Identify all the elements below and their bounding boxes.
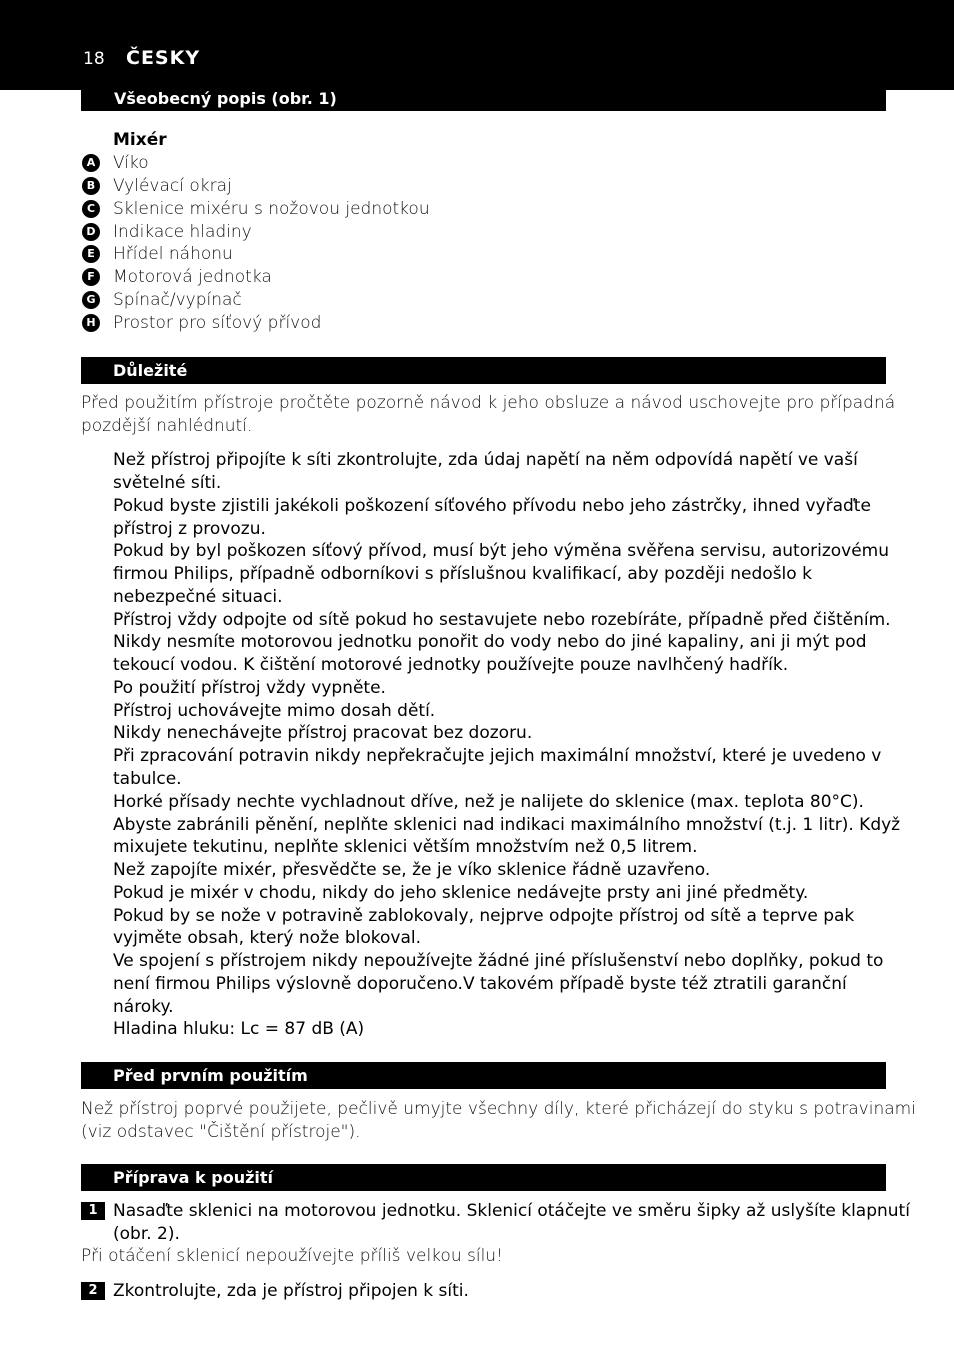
part-letter-d: D <box>82 223 100 241</box>
part-label: Spínač/vypínač <box>113 290 242 310</box>
warning-line: Abyste zabránili pěnění, neplňte sklenici nad indikaci maximálního množství (t.j. 1 litr). Když <box>113 815 901 835</box>
parts-title: Mixér <box>113 130 167 150</box>
warning-line: Horké přísady nechte vychladnout dříve, než je nalijete do sklenice (max. teplota 80°C). <box>113 792 864 812</box>
warning-line: vyjměte obsah, který nože blokoval. <box>113 928 421 948</box>
warning-line: Pokud je mixér v chodu, nikdy do jeho sklenice nedávejte prsty ani jiné předměty. <box>113 883 809 903</box>
before-first-use-line: Než přístroj poprvé použijete, pečlivě umyjte všechny díly, které přicházejí do styku s potravinami <box>81 1099 916 1119</box>
part-letter-g: G <box>82 291 100 309</box>
warning-line: Pokud by se nože v potravině zablokovaly, nejprve odpojte přístroj od sítě a teprve pak <box>113 906 855 926</box>
page-number: 18 <box>83 49 105 69</box>
part-label: Sklenice mixéru s nožovou jednotkou <box>113 199 430 219</box>
step-1-line: (obr. 2). <box>113 1224 180 1244</box>
warning-line: Při zpracování potravin nikdy nepřekračujte jejich maximální množství, které je uvedeno v <box>113 746 882 766</box>
section-heading-general: Všeobecný popis (obr. 1) <box>81 84 886 111</box>
warning-line: Přístroj uchovávejte mimo dosah dětí. <box>113 701 436 721</box>
section-heading-before-first-use: Před prvním použitím <box>81 1062 886 1089</box>
section-heading-preparation: Příprava k použití <box>81 1164 886 1191</box>
warning-line: Než přístroj připojíte k síti zkontrolujte, zda údaj napětí na něm odpovídá napětí ve vaší <box>113 450 858 470</box>
warning-line: Nikdy nesmíte motorovou jednotku ponořit do vody nebo do jiné kapaliny, ani ji mýt pod <box>113 632 867 652</box>
before-first-use-line: (viz odstavec "Čištění přístroje"). <box>81 1122 361 1142</box>
warning-line: Pokud byste zjistili jakékoli poškození síťového přívodu nebo jeho zástrčky, ihned vyřaďte <box>113 496 871 516</box>
part-label: Hřídel náhonu <box>113 244 233 264</box>
warning-line: tabulce. <box>113 769 182 789</box>
important-intro-line: pozdější nahlédnutí. <box>81 416 253 436</box>
page-header-bar <box>0 0 954 90</box>
step-1-line: Nasaďte sklenici na motorovou jednotku. Sklenicí otáčejte ve směru šipky až uslyšíte klapnutí <box>113 1201 910 1221</box>
warning-line: Nikdy nenechávejte přístroj pracovat bez dozoru. <box>113 723 533 743</box>
step-2-line: Zkontrolujte, zda je přístroj připojen k síti. <box>113 1281 469 1301</box>
step-1-note: Při otáčení sklenicí nepoužívejte příliš velkou sílu! <box>81 1246 503 1266</box>
warning-line: Po použití přístroj vždy vypněte. <box>113 678 386 698</box>
part-letter-b: B <box>82 177 100 195</box>
warning-line: nároky. <box>113 997 174 1017</box>
part-label: Motorová jednotka <box>113 267 272 287</box>
warning-line: Než zapojíte mixér, přesvědčte se, že je víko sklenice řádně uzavřeno. <box>113 860 711 880</box>
part-letter-a: A <box>82 154 100 172</box>
warning-line: firmou Philips, případně odborníkovi s příslušnou kvalifikací, aby později nedošlo k <box>113 564 812 584</box>
warning-line: nebezpečné situaci. <box>113 587 283 607</box>
part-letter-f: F <box>82 268 100 286</box>
part-label: Víko <box>113 153 149 173</box>
warning-line: není firmou Philips výslovně doporučeno.V takovém případě byste též ztratili garanční <box>113 974 847 994</box>
part-label: Vylévací okraj <box>113 176 232 196</box>
warning-line: přístroj z provozu. <box>113 519 266 539</box>
section-heading-important: Důležité <box>81 357 886 384</box>
warning-line: světelné síti. <box>113 473 222 493</box>
part-letter-e: E <box>82 245 100 263</box>
part-letter-h: H <box>82 314 100 332</box>
part-label: Prostor pro síťový přívod <box>113 313 322 333</box>
part-label: Indikace hladiny <box>113 222 252 242</box>
warning-line: tekoucí vodou. K čištění motorové jednotky používejte pouze navlhčený hadřík. <box>113 655 789 675</box>
warning-line: Hladina hluku: Lc = 87 dB (A) <box>113 1019 365 1039</box>
step-number-2: 2 <box>81 1282 105 1300</box>
warning-line: Přístroj vždy odpojte od sítě pokud ho sestavujete nebo rozebíráte, případně před čištěním. <box>113 610 891 630</box>
warning-line: mixujete tekutinu, neplňte sklenici větším množstvím než 0,5 litrem. <box>113 837 698 857</box>
important-intro-line: Před použitím přístroje pročtěte pozorně návod k jeho obsluze a návod uschovejte pro případná <box>81 393 896 413</box>
warning-line: Pokud by byl poškozen síťový přívod, musí být jeho výměna svěřena servisu, autorizovému <box>113 541 890 561</box>
warning-line: Ve spojení s přístrojem nikdy nepoužívejte žádné jiné příslušenství nebo doplňky, pokud to <box>113 951 884 971</box>
page-title: ČESKY <box>126 47 201 69</box>
part-letter-c: C <box>82 200 100 218</box>
step-number-1: 1 <box>81 1202 105 1220</box>
